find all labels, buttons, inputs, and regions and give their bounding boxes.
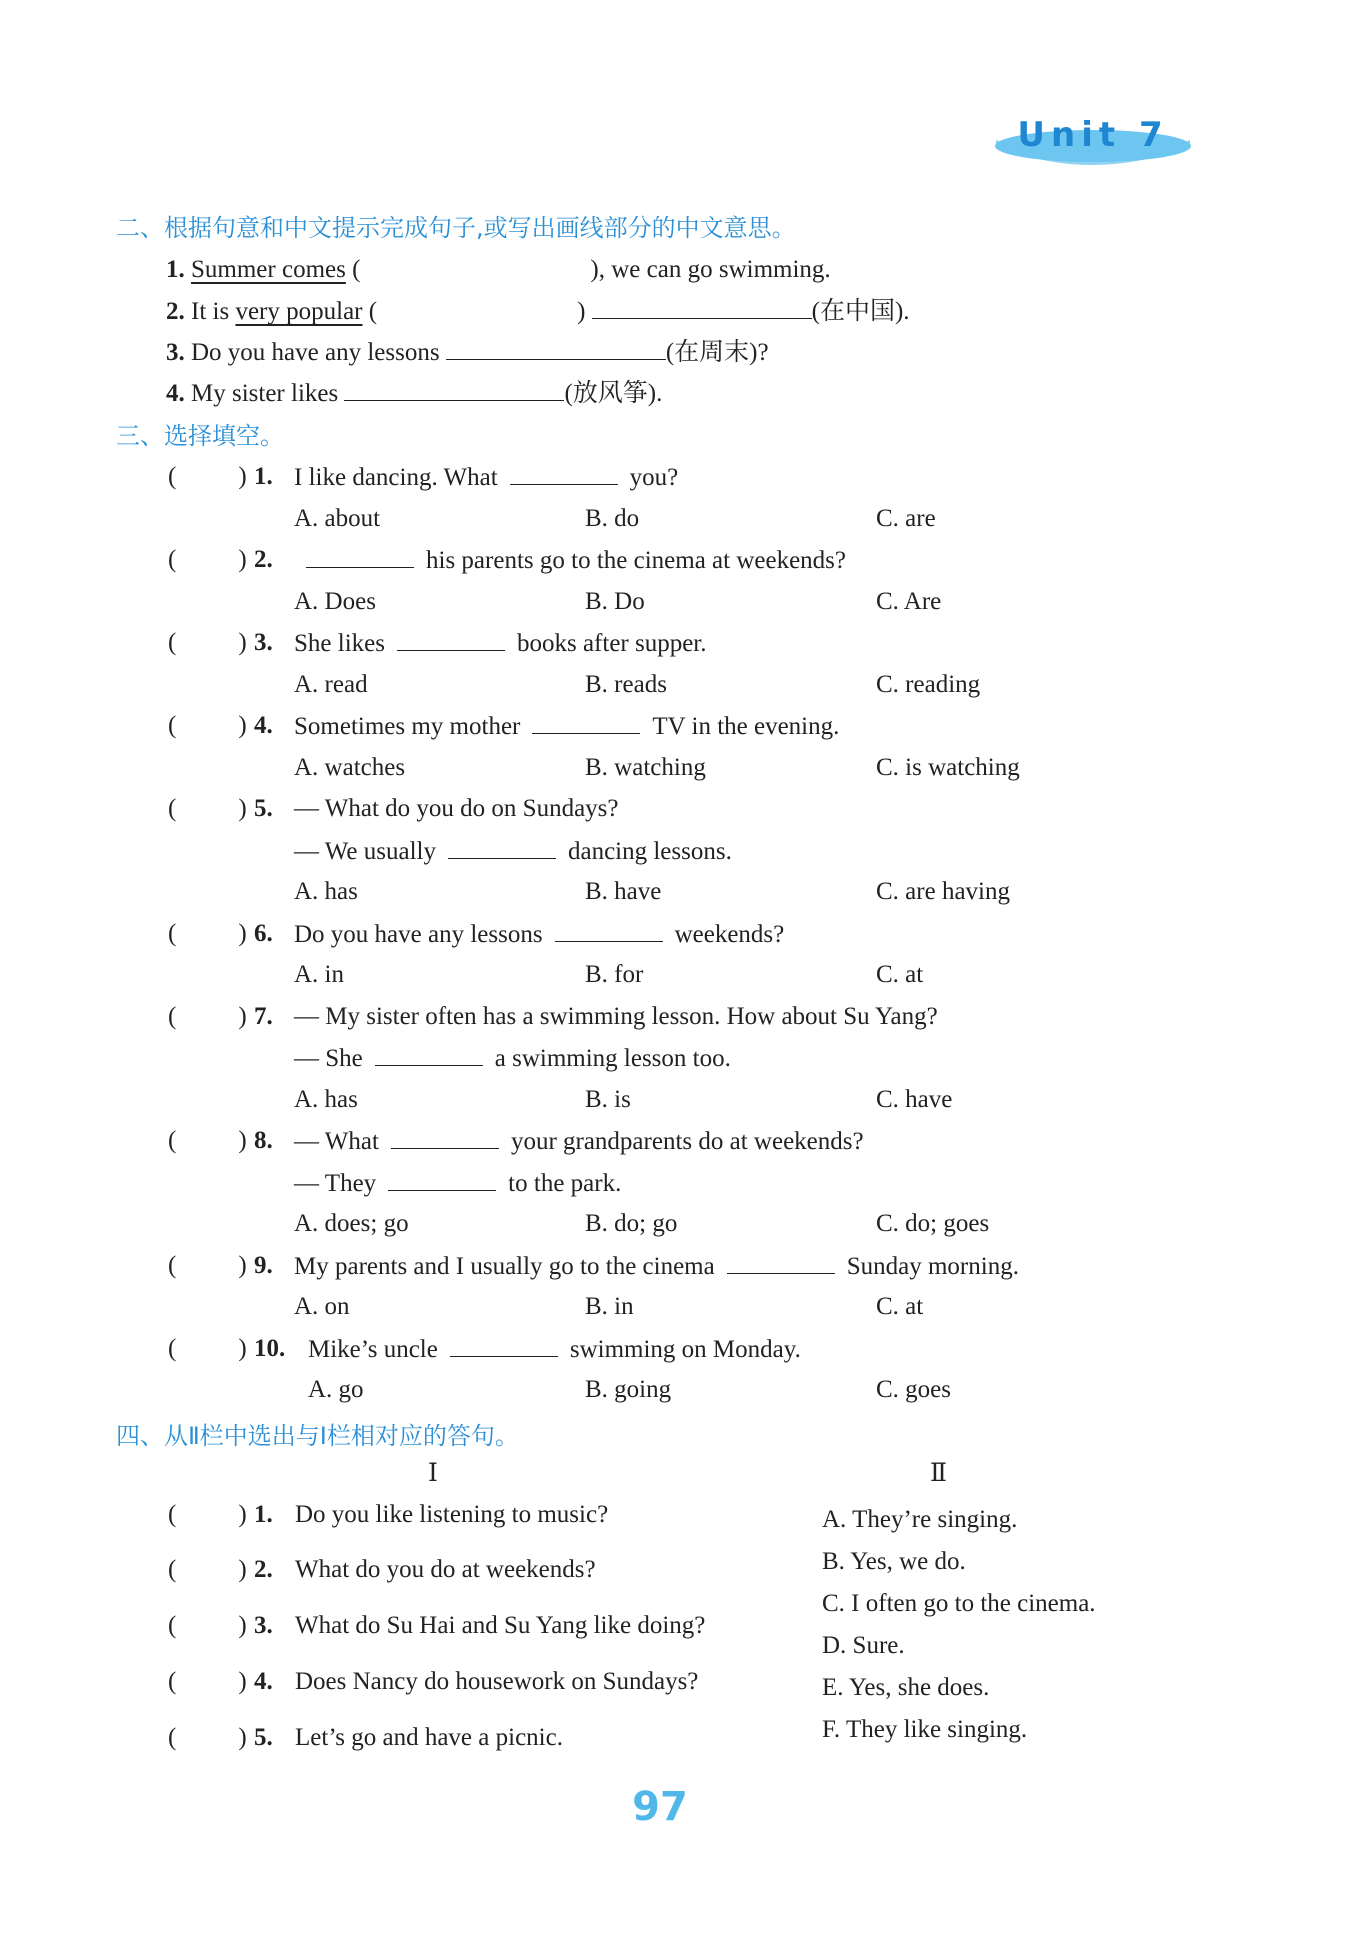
option-b[interactable]: B. is bbox=[585, 1085, 631, 1113]
option-a[interactable]: A. go bbox=[308, 1376, 364, 1403]
question-stem: — They to the park. bbox=[294, 1169, 622, 1197]
option-a[interactable]: A. on bbox=[294, 1293, 350, 1320]
question-number: 2. bbox=[254, 1556, 273, 1583]
answer-blank[interactable] bbox=[592, 296, 812, 319]
question-number: 6. bbox=[254, 919, 273, 947]
question-number: 8. bbox=[254, 1127, 273, 1154]
answer-blank[interactable] bbox=[375, 1043, 483, 1066]
option-c[interactable]: C. at bbox=[876, 1293, 924, 1320]
option-b[interactable]: B. going bbox=[585, 1376, 672, 1403]
answer-paren[interactable]: ( ) bbox=[168, 1002, 247, 1030]
answer-blank[interactable] bbox=[446, 337, 666, 360]
question-number: 5. bbox=[254, 1724, 273, 1751]
question-number: 4. bbox=[254, 712, 273, 739]
option-a[interactable]: A. watches bbox=[294, 753, 406, 781]
question-number: 9. bbox=[254, 1251, 273, 1279]
section3-title: 三、选择填空。 bbox=[116, 422, 284, 450]
s2-question-1: 1. Summer comes ( ), we can go swimming. bbox=[166, 256, 831, 283]
option-b[interactable]: B. reads bbox=[585, 670, 667, 698]
matching-question: Let’s go and have a picnic. bbox=[295, 1724, 563, 1751]
question-number: 1. bbox=[254, 1501, 273, 1528]
section4-title: 四、从Ⅱ栏中选出与Ⅰ栏相对应的答句。 bbox=[116, 1422, 519, 1450]
answer-paren[interactable]: ( ) bbox=[168, 1724, 247, 1751]
answer-paren[interactable]: ( ) bbox=[168, 1127, 247, 1154]
option-a[interactable]: A. has bbox=[294, 878, 358, 905]
answer-blank[interactable] bbox=[532, 711, 640, 734]
option-b[interactable]: B. have bbox=[585, 878, 662, 905]
option-a[interactable]: A. has bbox=[294, 1085, 358, 1113]
question-stem: — What do you do on Sundays? bbox=[294, 795, 619, 822]
option-c[interactable]: C. are bbox=[876, 504, 936, 532]
question-stem: — She a swimming lesson too. bbox=[294, 1045, 731, 1072]
question-number: 5. bbox=[254, 795, 273, 822]
option-c[interactable]: C. do; goes bbox=[876, 1210, 990, 1237]
answer-blank[interactable] bbox=[450, 1334, 558, 1357]
section2-title: 二、根据句意和中文提示完成句子,或写出画线部分的中文意思。 bbox=[116, 214, 796, 242]
answer-blank[interactable] bbox=[306, 545, 414, 568]
question-number: 2. bbox=[254, 546, 273, 573]
question-number: 10. bbox=[254, 1334, 286, 1362]
option-a[interactable]: A. Does bbox=[294, 587, 376, 615]
question-stem: My parents and I usually go to the cinema Sunday morning. bbox=[294, 1252, 1019, 1280]
answer-option: B. Yes, we do. bbox=[822, 1548, 966, 1575]
answer-option: C. I often go to the cinema. bbox=[822, 1590, 1096, 1617]
unit-badge bbox=[992, 116, 1194, 166]
question-stem: Do you have any lessons weekends? bbox=[294, 920, 785, 948]
question-number: 3. bbox=[254, 1612, 273, 1639]
page-number: 97 bbox=[632, 1784, 688, 1830]
option-b[interactable]: B. watching bbox=[585, 753, 706, 781]
answer-paren[interactable]: ( ) bbox=[168, 1556, 247, 1583]
question-stem: Sometimes my mother TV in the evening. bbox=[294, 713, 840, 740]
column-1-header: Ⅰ bbox=[428, 1460, 438, 1487]
option-c[interactable]: C. are having bbox=[876, 878, 1010, 905]
option-a[interactable]: A. about bbox=[294, 504, 381, 532]
answer-blank[interactable] bbox=[448, 836, 556, 859]
question-stem: She likes books after supper. bbox=[294, 630, 707, 657]
answer-option: D. Sure. bbox=[822, 1632, 905, 1659]
option-c[interactable]: C. Are bbox=[876, 587, 942, 615]
option-c[interactable]: C. at bbox=[876, 961, 924, 988]
answer-paren[interactable]: ( ) bbox=[168, 463, 247, 490]
question-stem: — My sister often has a swimming lesson. How about Su Yang? bbox=[294, 1002, 938, 1030]
option-c[interactable]: C. have bbox=[876, 1085, 953, 1113]
answer-paren[interactable]: ( ) bbox=[168, 1612, 247, 1639]
option-b[interactable]: B. do bbox=[585, 504, 640, 532]
s2-question-4: 4. My sister likes (放风筝). bbox=[166, 380, 663, 407]
option-a[interactable]: A. does; go bbox=[294, 1210, 409, 1237]
option-c[interactable]: C. is watching bbox=[876, 753, 1020, 781]
answer-paren[interactable]: ( ) bbox=[168, 1668, 247, 1695]
answer-blank[interactable] bbox=[344, 378, 564, 401]
answer-blank[interactable] bbox=[397, 628, 505, 651]
matching-question: Does Nancy do housework on Sundays? bbox=[295, 1668, 699, 1695]
answer-blank[interactable] bbox=[510, 462, 618, 485]
option-c[interactable]: C. goes bbox=[876, 1376, 951, 1403]
answer-paren[interactable]: ( ) bbox=[168, 1251, 247, 1279]
option-b[interactable]: B. do; go bbox=[585, 1210, 678, 1237]
answer-paren[interactable]: ( ) bbox=[168, 629, 247, 656]
question-stem: Mike’s uncle swimming on Monday. bbox=[308, 1335, 801, 1363]
question-number: 3. bbox=[254, 629, 273, 656]
question-stem: I like dancing. What you? bbox=[294, 464, 679, 491]
answer-blank[interactable] bbox=[391, 1126, 499, 1149]
question-stem: — What your grandparents do at weekends? bbox=[294, 1128, 864, 1155]
answer-option: F. They like singing. bbox=[822, 1716, 1028, 1743]
s2-question-3: 3. Do you have any lessons (在周末)? bbox=[166, 339, 769, 366]
option-c[interactable]: C. reading bbox=[876, 670, 981, 698]
matching-question: What do you do at weekends? bbox=[295, 1556, 596, 1583]
answer-option: E. Yes, she does. bbox=[822, 1674, 990, 1701]
option-a[interactable]: A. in bbox=[294, 961, 344, 988]
answer-paren[interactable]: ( ) bbox=[168, 795, 247, 822]
answer-paren[interactable]: ( ) bbox=[168, 919, 247, 947]
answer-paren[interactable]: ( ) bbox=[168, 1501, 247, 1528]
option-b[interactable]: B. for bbox=[585, 961, 644, 988]
question-number: 1. bbox=[254, 463, 273, 490]
question-stem: — We usually dancing lessons. bbox=[294, 837, 732, 865]
question-stem: his parents go to the cinema at weekends? bbox=[294, 545, 846, 576]
answer-paren[interactable]: ( ) bbox=[168, 546, 247, 573]
option-a[interactable]: A. read bbox=[294, 670, 368, 698]
answer-blank[interactable] bbox=[555, 919, 663, 942]
matching-question: Do you like listening to music? bbox=[295, 1501, 609, 1528]
answer-blank[interactable] bbox=[727, 1251, 835, 1274]
option-b[interactable]: B. in bbox=[585, 1293, 634, 1320]
column-2-header: Ⅱ bbox=[930, 1460, 947, 1487]
question-number: 4. bbox=[254, 1668, 273, 1695]
question-number: 7. bbox=[254, 1002, 273, 1030]
matching-question: What do Su Hai and Su Yang like doing? bbox=[295, 1612, 706, 1639]
answer-paren[interactable]: ( ) bbox=[168, 1334, 247, 1362]
option-b[interactable]: B. Do bbox=[585, 587, 645, 615]
unit-title: Unit 7 bbox=[1017, 116, 1169, 155]
s2-question-2: 2. It is very popular ( ) (在中国). bbox=[166, 298, 910, 325]
answer-option: A. They’re singing. bbox=[822, 1506, 1018, 1533]
answer-paren[interactable]: ( ) bbox=[168, 712, 247, 739]
answer-blank[interactable] bbox=[388, 1168, 496, 1191]
